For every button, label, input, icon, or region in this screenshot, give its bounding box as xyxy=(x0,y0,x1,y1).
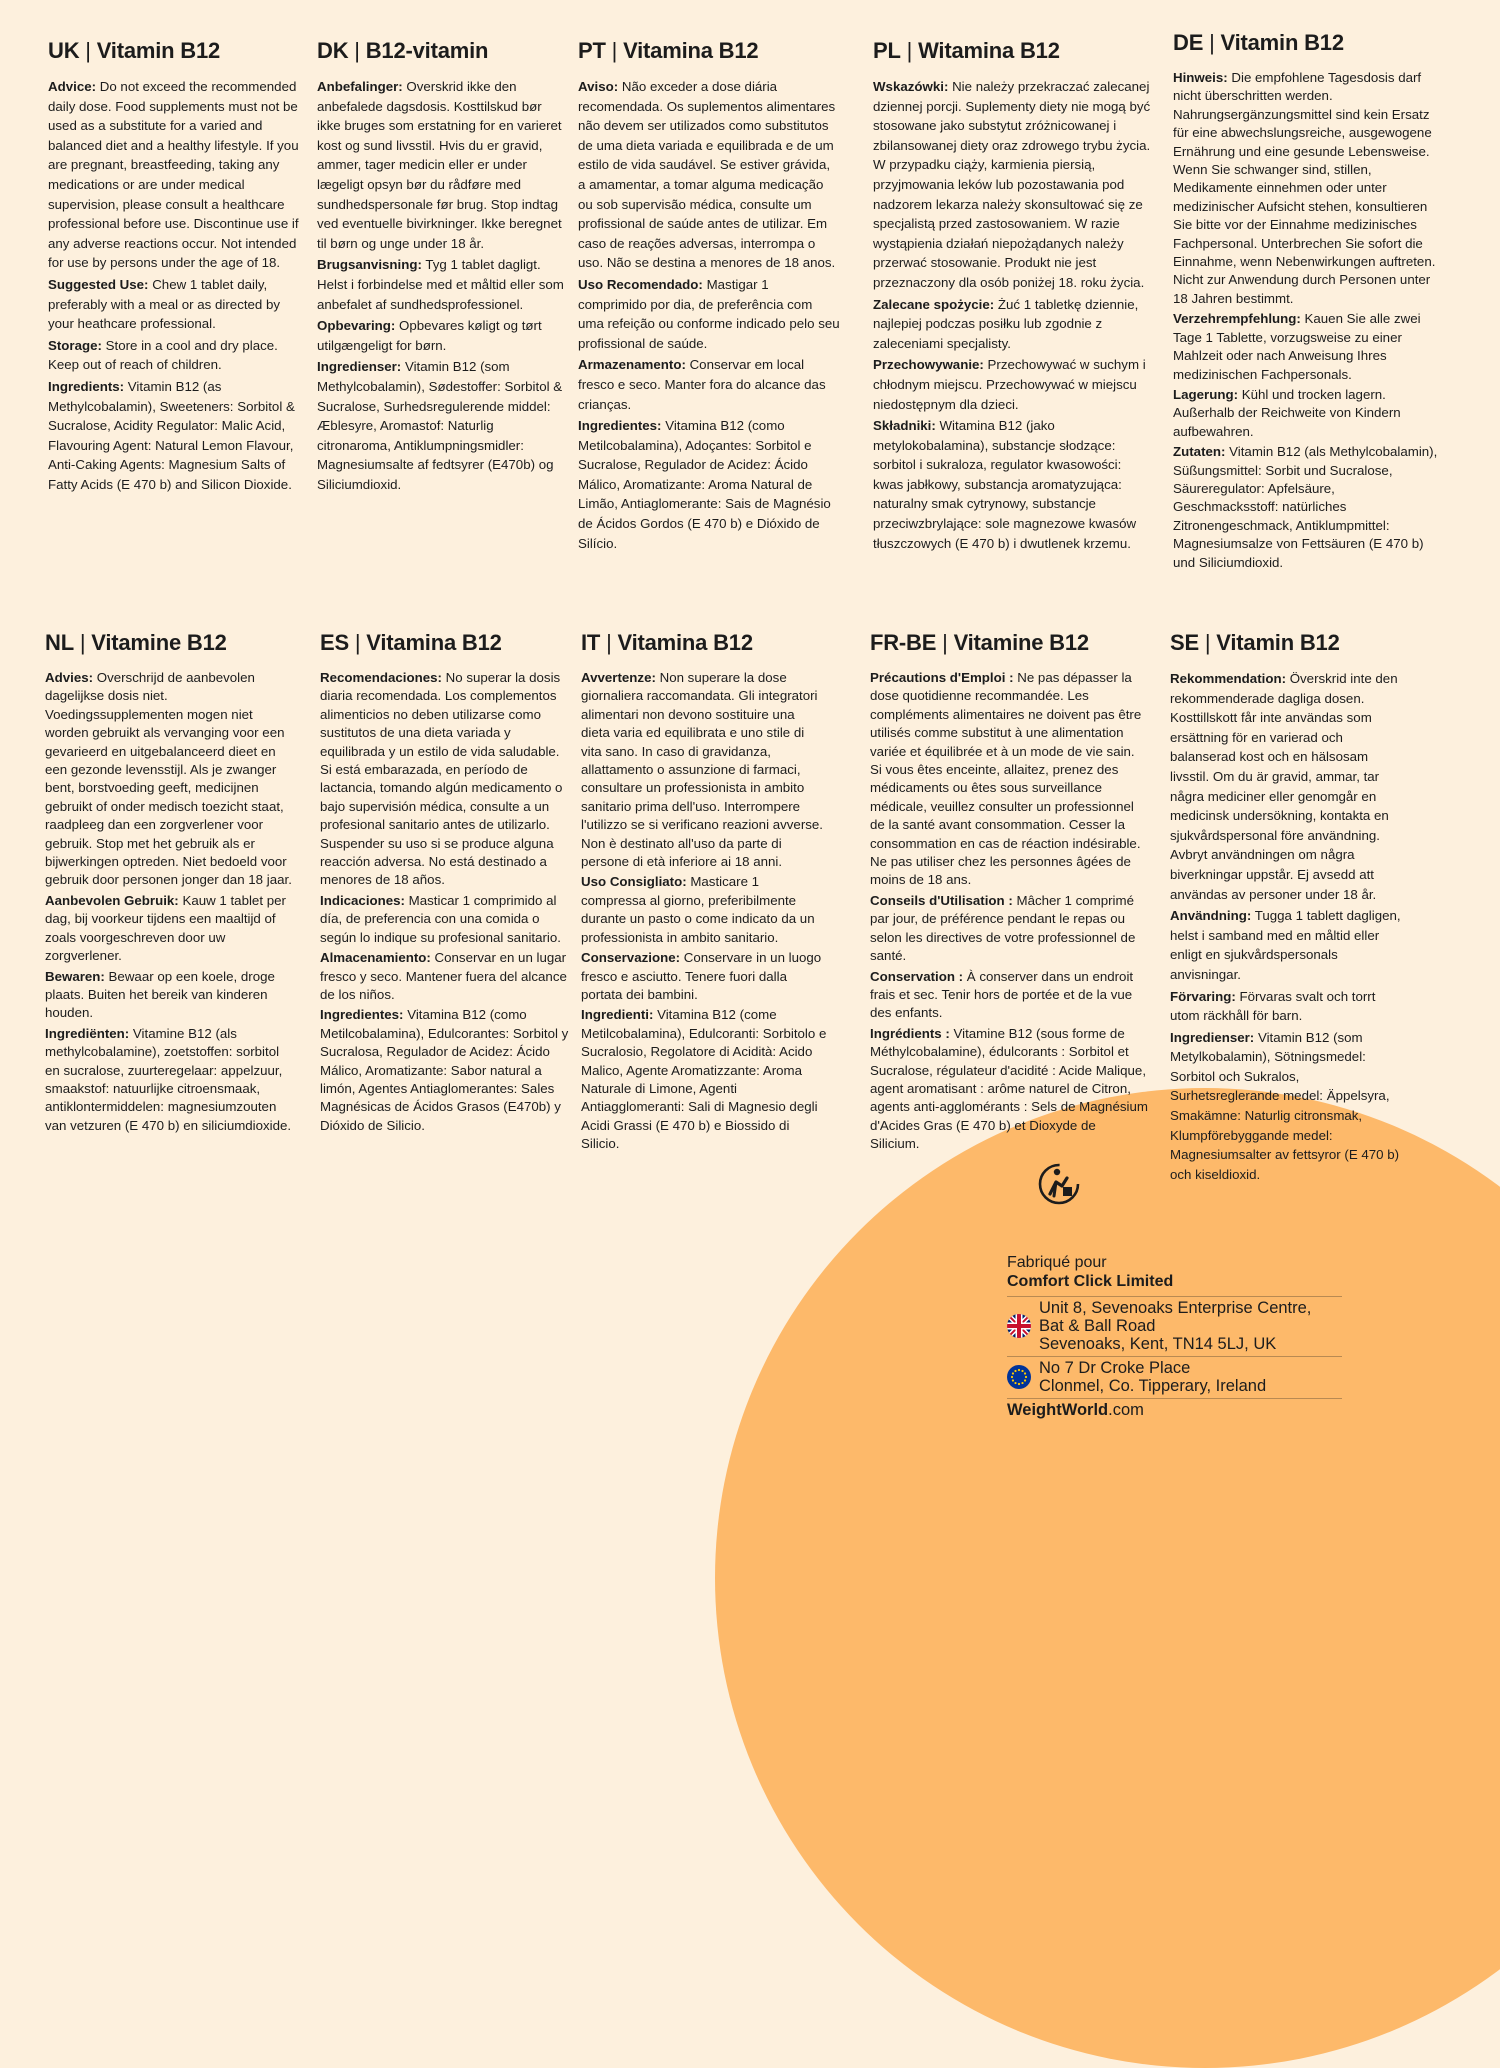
section-title xyxy=(45,630,295,656)
paragraph-label: Almacenamiento: xyxy=(320,950,431,966)
section-paragraph xyxy=(320,669,572,890)
title-separator: | xyxy=(73,630,92,655)
section-country-code: PT xyxy=(578,38,606,63)
title-separator: | xyxy=(936,630,954,655)
paragraph-text: Żuć 1 tabletkę dziennie, najlepiej podczas posiłku lub zgodnie z zaleceniami specjalisty. xyxy=(873,296,1139,351)
paragraph-text: Vitamin B12 (as Methylcobalamin), Sweeteners: Sorbitol & Sucralose, Acidity Regulator: Malic Acid, Flavouring Agent: Natural Lemon Flavour, Anti-Caking Agents: Magnesium Salts of Fatty Acids (E 470 b) and Silicon Dioxide. xyxy=(48,378,295,492)
paragraph-label: Förvaring: xyxy=(1170,988,1236,1004)
paragraph-text: Overschrijd de aanbevolen dagelijkse dosis niet. Voedingssupplementen mogen niet worden gebruikt als vervanging voor een gevarieerd en uitgebalanceerd dieet en een gezonde levensstijl. Als je zwanger bent, borstvoeding geeft, medicijnen gebruikt of onder medisch toezicht staat, raadpleeg dan een zorgverlener voor gebruik. Stop met het gebruik als er bijwerkingen optreden. Niet bedoeld voor gebruik door personen jonger dan 18 jaar. xyxy=(45,670,292,888)
section-paragraph xyxy=(45,669,295,890)
paragraph-text: Förvaras svalt och torrt utom räckhåll för barn. xyxy=(1170,988,1376,1024)
paragraph-label: Opbevaring: xyxy=(317,318,396,334)
section-paragraph xyxy=(873,295,1155,354)
paragraph-label: Verzehrempfehlung: xyxy=(1173,311,1301,327)
section-paragraph xyxy=(48,275,302,334)
language-section xyxy=(870,630,1148,1156)
section-product-name: Vitamine B12 xyxy=(953,630,1089,655)
eu-star xyxy=(1012,1379,1014,1381)
section-country-code: DK xyxy=(317,38,349,63)
website-brand: WeightWorld xyxy=(1007,1401,1109,1419)
title-separator: | xyxy=(605,38,624,63)
section-paragraph xyxy=(581,873,827,947)
paragraph-label: Advice: xyxy=(48,79,97,94)
paragraph-text: Die empfohlene Tagesdosis darf nicht überschritten werden. Nahrungsergänzungsmittel sind kein Ersatz für eine abwechslungsreiche, ausgewogene Ernährung und eine gesunde Lebensweise. Wenn Sie schwanger sind, stillen, Medikamente einnehmen oder unter medizinischer Aufsicht stehen, konsultieren Sie bitte vor der Einnahme medizinisches Fachpersonal. Unterbrechen Sie sofort die Einnahme, wenn Nebenwirkungen auftreten. Nicht zur Anwendung durch Personen unter 18 Jahren bestimmt. xyxy=(1173,70,1436,306)
section-country-code: NL xyxy=(45,630,74,655)
eu-star xyxy=(1024,1379,1026,1381)
eu-star xyxy=(1021,1382,1023,1384)
paragraph-text: Vitamin B12 (som Methylcobalamin), Sødestoffer: Sorbitol & Sucralose, Surhedsregulerende middel: Æblesyre, Aromastof: Naturlig citronaroma, Antiklumpningsmidler: Magnesiumsalte af fedtsyrer (E470b) og Siliciumdioxid. xyxy=(317,359,563,492)
language-section xyxy=(1170,630,1406,1186)
section-paragraph xyxy=(873,77,1155,293)
paragraph-label: Zalecane spożycie: xyxy=(873,296,995,312)
paragraph-text: Vitamine B12 (als methylcobalamine), zoetstoffen: sorbitol en sucralose, zuurteregelaar: appelzuur, smaakstof: natuurlijke citroensmaak, antiklontermiddelen: magnesiumzouten van vetzuren (E 470 b) en siliciumdioxide. xyxy=(45,1025,292,1133)
section-paragraph xyxy=(320,1006,572,1135)
section-paragraph xyxy=(317,77,567,253)
section-paragraph xyxy=(870,1025,1148,1154)
section-paragraph xyxy=(1173,443,1441,572)
section-product-name: B12-vitamin xyxy=(365,38,489,63)
section-paragraph xyxy=(1170,987,1406,1026)
paragraph-text: Ne pas dépasser la dose quotidienne recommandée. Les compléments alimentaires ne doivent pas être utilisés comme substitut à une alimentation variée et équilibrée et à un mode de vie sain. Si vous êtes enceinte, allaitez, prenez des médicaments ou êtes sous surveillance médicale, veuillez consulter un professionnel de la santé avant consommation. Cesser la consommation en cas de réaction indésirable. Ne pas utiliser chez les personnes âgées de moins de 18 ans. xyxy=(870,670,1142,888)
paragraph-text: Store in a cool and dry place. Keep out of reach of children. xyxy=(48,337,278,373)
paragraph-text: Masticar 1 comprimido al día, de preferencia con una comida o según lo indique su profesional sanitario. xyxy=(320,892,561,945)
eu-star xyxy=(1025,1376,1027,1378)
paragraph-text: Mastigar 1 comprimido por dia, de preferência com uma refeição ou conforme indicado pelo seu profissional de saúde. xyxy=(578,276,840,351)
eu-star xyxy=(1014,1370,1016,1372)
section-paragraph xyxy=(581,949,827,1004)
section-paragraph xyxy=(1170,669,1406,904)
section-product-name: Witamina B12 xyxy=(918,38,1060,63)
section-paragraph xyxy=(1170,906,1406,984)
paragraph-text: Mâcher 1 comprimé par jour, de préférence pendant le repas ou selon les directives de votre professionnel de santé. xyxy=(870,892,1136,964)
paragraph-label: Brugsanvisning: xyxy=(317,257,422,273)
paragraph-label: Conservazione: xyxy=(581,950,681,966)
section-paragraph xyxy=(581,1006,827,1153)
language-section xyxy=(48,38,302,496)
section-paragraph xyxy=(48,377,302,495)
paragraph-label: Lagerung: xyxy=(1173,386,1239,402)
paragraph-label: Aviso: xyxy=(578,79,619,94)
paragraph-label: Conservation : xyxy=(870,968,964,984)
section-product-name: Vitamina B12 xyxy=(623,38,759,63)
section-title xyxy=(320,630,572,656)
company-name: Comfort Click Limited xyxy=(1007,1273,1174,1290)
section-paragraph xyxy=(578,355,840,414)
section-paragraph xyxy=(317,316,567,355)
paragraph-text: Non superare la dose giornaliera raccomandata. Gli integratori alimentari non devono sostituire una dieta varia ed equilibrata e uno stile di vita sano. In caso di gravidanza, allattamento o assunzione di farmaci, consultare un professionista in ambito sanitario prima dell'uso. Interrompere l'utilizzo se si verificano reazioni avverse. Non è destinato all'uso da parte di persone di età inferiore ai 18 anni. xyxy=(581,670,823,870)
paragraph-text: Przechowywać w suchym i chłodnym miejscu. Przechowywać w miejscu niedostępnym dla dzieci. xyxy=(873,357,1146,412)
section-paragraph xyxy=(320,892,572,947)
paragraph-text: À conserver dans un endroit frais et sec. Tenir hors de portée et de la vue des enfants. xyxy=(870,968,1134,1021)
language-section xyxy=(320,630,572,1137)
language-section xyxy=(317,38,567,496)
paragraph-label: Ingredientes: xyxy=(320,1007,404,1023)
manufactured-for-label: Fabriqué pour xyxy=(1007,1254,1107,1271)
section-paragraph xyxy=(48,336,302,375)
paragraph-label: Ingredients: xyxy=(48,378,125,394)
language-section xyxy=(45,630,295,1137)
paragraph-text: Tugga 1 tablett dagligen, helst i samband med en måltid eller enligt en sjukvårdspersonals anvisningar. xyxy=(1170,908,1401,982)
paragraph-label: Przechowywanie: xyxy=(873,357,984,373)
paragraph-label: Advies: xyxy=(45,670,94,685)
section-paragraph xyxy=(1173,69,1441,308)
eu-address-line: No 7 Dr Croke Place xyxy=(1039,1359,1191,1377)
manufacturer-block xyxy=(1007,1253,1342,1420)
paragraph-text: No superar la dosis diaria recomendada. Los complementos alimenticios no deben utilizarse como sustitutos de una dieta variada y equilibrada y un estilo de vida saludable. Si está embarazada, en período de lactancia, tomando algún medicamento o bajo supervisión médica, consulte a un profesional sanitario antes de utilizarlo. Suspender su uso si se produce alguna reacción adversa. No está destinado a menores de 18 años. xyxy=(320,670,563,888)
paragraph-text: Nie należy przekraczać zalecanej dziennej porcji. Suplementy diety nie mogą być stosowane jako substytut zróżnicowanej i zbilansowanej diety oraz zdrowego trybu życia. W przypadku ciąży, karmienia piersią, przyjmowania leków lub pozostawania pod nadzorem lekarza należy skonsultować się ze specjalistą przed zastosowaniem. W razie wystąpienia działań niepożądanych należy przerwać stosowanie. Produkt nie jest przeznaczony dla osób poniżej 18. roku życia. xyxy=(873,79,1151,290)
section-product-name: Vitamin B12 xyxy=(1220,30,1344,55)
section-paragraph xyxy=(578,275,840,353)
eu-star xyxy=(1018,1383,1020,1385)
language-section xyxy=(1173,30,1441,574)
paragraph-text: Conservar en un lugar fresco y seco. Mantener fuera del alcance de los niños. xyxy=(320,950,567,1002)
paragraph-label: Rekommendation: xyxy=(1170,671,1286,686)
paragraph-text: Vitamine B12 (sous forme de Méthylcobalamine), édulcorants : Sorbitol et Sucralose, régulateur d'acidité : Acide Malique, agent aromatisant : arôme naturel de Citron, agents anti-agglomérants : Sels de Magnésium d'Acides Gras (E 470 b) et Dioxyde de Silicium. xyxy=(870,1025,1148,1152)
section-title xyxy=(1173,30,1441,56)
section-paragraph xyxy=(870,669,1148,890)
paragraph-label: Zutaten: xyxy=(1173,444,1226,460)
paragraph-text: Conservar em local fresco e seco. Manter fora do alcance das crianças. xyxy=(578,357,826,412)
paragraph-label: Suggested Use: xyxy=(48,276,149,292)
paragraph-text: Conservare in un luogo fresco e asciutto. Tenere fuori dalla portata dei bambini. xyxy=(581,950,822,1002)
paragraph-label: Uso Recomendado: xyxy=(578,276,703,292)
eu-star xyxy=(1012,1372,1014,1374)
section-paragraph xyxy=(1173,310,1441,384)
uk-address-line: Sevenoaks, Kent, TN14 5LJ, UK xyxy=(1039,1335,1277,1353)
uk-address-line: Bat & Ball Road xyxy=(1039,1317,1156,1335)
section-paragraph xyxy=(1170,1028,1406,1185)
paragraph-label: Wskazówki: xyxy=(873,79,949,94)
language-section xyxy=(581,630,827,1156)
section-paragraph xyxy=(48,77,302,273)
section-product-name: Vitamina B12 xyxy=(366,630,502,655)
title-separator: | xyxy=(1198,630,1217,655)
uk-address xyxy=(1039,1299,1311,1353)
section-title xyxy=(48,38,302,64)
eu-star xyxy=(1024,1372,1026,1374)
title-separator: | xyxy=(348,38,366,63)
uk-flag-icon xyxy=(1007,1314,1031,1338)
section-paragraph xyxy=(578,416,840,553)
section-country-code: ES xyxy=(320,630,349,655)
title-separator: | xyxy=(900,38,919,63)
paragraph-label: Ingredienser: xyxy=(317,359,402,375)
paragraph-text: Vitamin B12 (som Metylkobalamin), Sötningsmedel: Sorbitol och Sukralos, Surhetsreglerande medel: Äppelsyra, Smakämne: Naturlig citronsmak, Klumpförebyggande medel: Magnesiumsalter av fettsyror (E 470 b) och kiseldioxid. xyxy=(1170,1029,1400,1182)
paragraph-text: Kühl und trocken lagern. Außerhalb der Reichweite von Kindern aufbewahren. xyxy=(1173,386,1401,439)
paragraph-text: Överskrid inte den rekommenderade dagliga dosen. Kosttillskott får inte användas som ersättning för en varierad och balanserad kost och en hälsosam livsstil. Om du är gravid, ammar, tar några mediciner eller genomgår en medicinsk undersökning, kontakta en sjukvårdspersonal före användning. Avbryt användningen om några biverkningar uppstår. Ej avsedd att användas av personer under 18 år. xyxy=(1170,671,1398,902)
section-product-name: Vitamin B12 xyxy=(96,38,221,63)
paragraph-label: Aanbevolen Gebruik: xyxy=(45,892,179,908)
eu-star xyxy=(1018,1369,1020,1371)
paragraph-label: Anbefalinger: xyxy=(317,79,403,94)
uk-address-line: Unit 8, Sevenoaks Enterprise Centre, xyxy=(1039,1299,1312,1317)
uk-address-row xyxy=(1007,1296,1342,1356)
title-separator: | xyxy=(79,38,97,63)
eu-address xyxy=(1039,1359,1266,1395)
section-product-name: Vitamina B12 xyxy=(617,630,753,655)
paragraph-label: Ingredientes: xyxy=(578,418,662,434)
paragraph-label: Uso Consigliato: xyxy=(581,874,687,890)
section-paragraph xyxy=(45,1025,295,1135)
paragraph-text: Vitamin B12 (als Methylcobalamin), Süßungsmittel: Sorbit und Sucralose, Säureregulator: Apfelsäure, Geschmacksstoff: natürliches Zitronengeschmack, Antiklumpmittel: Magnesiumsalze von Fettsäuren (E 470 b) und Siliciumdioxid. xyxy=(1173,444,1438,570)
section-product-name: Vitamin B12 xyxy=(1216,630,1340,655)
paragraph-text: Bewaar op een koele, droge plaats. Buiten het bereik van kinderen houden. xyxy=(45,968,275,1021)
paragraph-label: Ingrédients : xyxy=(870,1025,950,1041)
section-country-code: SE xyxy=(1170,630,1199,655)
section-paragraph xyxy=(873,355,1155,414)
section-paragraph xyxy=(320,949,572,1004)
paragraph-label: Ingrediënten: xyxy=(45,1025,130,1041)
paragraph-label: Précautions d'Emploi : xyxy=(870,670,1014,685)
section-paragraph xyxy=(581,669,827,871)
section-paragraph xyxy=(45,892,295,966)
title-separator: | xyxy=(600,630,618,655)
paragraph-text: Chew 1 tablet daily, preferably with a meal or as directed by your heathcare professional. xyxy=(48,276,281,332)
section-paragraph xyxy=(870,968,1148,1023)
section-paragraph xyxy=(45,968,295,1023)
paragraph-text: Kauw 1 tablet per dag, bij voorkeur tijdens een maaltijd of zoals voorgeschreven door uw zorgverlener. xyxy=(45,892,286,964)
paragraph-label: Recomendaciones: xyxy=(320,670,442,685)
paragraph-text: Vitamina B12 (come Metilcobalamina), Edulcoranti: Sorbitolo e Sucralosio, Regolatore di Acidità: Acido Malico, Agente Aromatizzante: Aroma Naturale di Limone, Agenti Antiagglomeranti: Sali di Magnesio degli Acidi Grassi (E 470 b) e Biossido di Silicio. xyxy=(581,1007,827,1152)
paragraph-label: Conseils d'Utilisation : xyxy=(870,892,1013,908)
section-country-code: IT xyxy=(581,630,601,655)
website[interactable] xyxy=(1007,1398,1342,1420)
section-paragraph xyxy=(873,416,1155,553)
paragraph-label: Ingredienti: xyxy=(581,1007,654,1023)
section-title xyxy=(870,630,1148,656)
paragraph-label: Składniki: xyxy=(873,418,936,434)
section-country-code: UK xyxy=(48,38,80,63)
website-domain: .com xyxy=(1108,1401,1144,1419)
paragraph-label: Armazenamento: xyxy=(578,357,686,373)
eu-star xyxy=(1011,1376,1013,1378)
paragraph-label: Hinweis: xyxy=(1173,70,1228,85)
paragraph-label: Indicaciones: xyxy=(320,892,405,908)
paragraph-label: Ingredienser: xyxy=(1170,1029,1255,1045)
section-paragraph xyxy=(317,255,567,314)
section-paragraph xyxy=(1173,386,1441,441)
paragraph-label: Användning: xyxy=(1170,908,1252,924)
eu-address-row xyxy=(1007,1356,1342,1398)
section-country-code: FR-BE xyxy=(870,630,937,655)
paragraph-text: Vitamina B12 (como Metilcobalamina), Edulcorantes: Sorbitol y Sucralosa, Regulador de Acidez: Ácido Málico, Aromatizante: Sabor natural a limón, Agentes Antiaglomerantes: Sales Magnésicas de Ácidos Grasos (E470b) y Dióxido de Silicio. xyxy=(320,1007,569,1133)
paragraph-label: Avvertenze: xyxy=(581,670,656,685)
decorative-orange-circle xyxy=(715,1088,1500,2068)
paragraph-text: Kauen Sie alle zwei Tage 1 Tablette, vorzugsweise zu einer Mahlzeit oder nach Anweisung Ihres medizinischen Fachpersonals. xyxy=(1173,311,1421,382)
section-title xyxy=(578,38,840,64)
section-paragraph xyxy=(317,357,567,494)
paragraph-text: Vitamina B12 (como Metilcobalamina), Adoçantes: Sorbitol e Sucralose, Regulador de Acidez: Ácido Málico, Aromatizante: Aroma Natural de Limão, Antiaglomerante: Sais de Magnésio de Ácidos Gordos (E 470 b) e Dióxido de Silício. xyxy=(578,418,831,551)
eu-star xyxy=(1014,1382,1016,1384)
section-title xyxy=(581,630,827,656)
section-paragraph xyxy=(870,892,1148,966)
paragraph-text: Masticare 1 compressa al giorno, preferibilmente durante un pasto o come indicato da un professionista in ambito sanitario. xyxy=(581,874,815,945)
section-title xyxy=(317,38,567,64)
paragraph-label: Storage: xyxy=(48,337,102,353)
paragraph-text: Witamina B12 (jako metylokobalamina), substancje słodzące: sorbitol i sukraloza, regulator kwasowości: kwas jabłkowy, substancja aromatyzująca: naturalny smak cytrynowy, substancje przeciwzbrylające: sole magnezowe kwasów tłuszczowych (E 470 b) i dwutlenek krzemu. xyxy=(873,418,1137,551)
paragraph-text: Overskrid ikke den anbefalede dagsdosis. Kosttilskud bør ikke bruges som erstatning for en varieret kost og sund livsstil. Hvis du er gravid, ammer, tager medicin eller er under lægeligt opsyn bør du rådføre med sundhedspersonale før brug. Stop indtag ved eventuelle bivirkninger. Ikke beregnet til børn og unge under 18 år. xyxy=(317,79,562,251)
paragraph-text: Opbevares køligt og tørt utilgængeligt for børn. xyxy=(317,318,542,353)
section-country-code: DE xyxy=(1173,30,1204,55)
paragraph-text: Tyg 1 tablet dagligt. Helst i forbindelse med et måltid eller som anbefalet af sundhedsprofessionel. xyxy=(317,257,564,312)
title-separator: | xyxy=(1203,30,1221,55)
eu-flag-icon xyxy=(1007,1365,1031,1389)
title-separator: | xyxy=(348,630,367,655)
tidyman-recycle-icon xyxy=(1037,1162,1081,1206)
language-section xyxy=(578,38,840,555)
section-title xyxy=(873,38,1155,64)
language-section xyxy=(873,38,1155,555)
eu-address-line: Clonmel, Co. Tipperary, Ireland xyxy=(1039,1377,1267,1395)
section-country-code: PL xyxy=(873,38,901,63)
section-paragraph xyxy=(578,77,840,273)
paragraph-text: Do not exceed the recommended daily dose. Food supplements must not be used as a substitute for a varied and balanced diet and a healthy lifestyle. If you are pregnant, breastfeeding, taking any medications or are under medical supervision, please consult a healthcare professional before use. Discontinue use if any adverse reactions occur. Not intended for use by persons under the age of 18. xyxy=(48,79,299,271)
eu-star xyxy=(1021,1370,1023,1372)
section-title xyxy=(1170,630,1406,656)
paragraph-label: Bewaren: xyxy=(45,968,105,984)
paragraph-text: Não exceder a dose diária recomendada. Os suplementos alimentares não devem ser utilizados como substitutos de uma dieta variada e equilibrada e de um estilo de vida saudável. Se estiver grávida, a amamentar, a tomar alguma medicação ou sob supervisão médica, consulte um profissional de saúde antes de utilizar. Em caso de reações adversas, interrompa o uso. Não se destina a menores de 18 anos. xyxy=(578,79,836,271)
section-product-name: Vitamine B12 xyxy=(91,630,227,655)
